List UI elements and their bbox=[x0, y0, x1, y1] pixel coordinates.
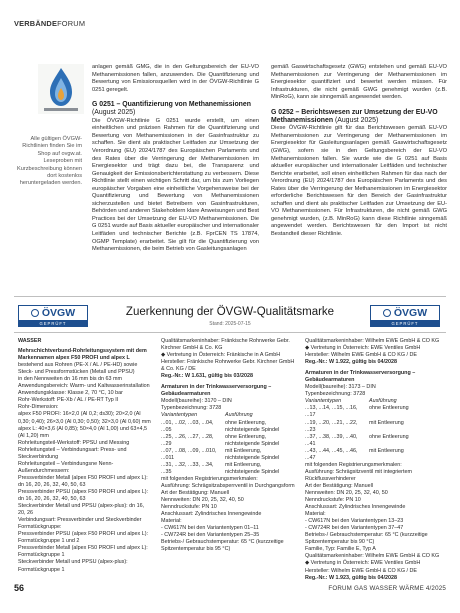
variant-execution: mit Entleerung, nichtsteigende Spindel bbox=[225, 461, 280, 475]
variant-types: ...19, ...20, ...21, ...22, ...23 bbox=[305, 419, 358, 433]
entry-line: Familie, Typ: Familie E, Typ A bbox=[305, 546, 376, 553]
quality-mark-date: Stand: 2025-07-15 bbox=[209, 321, 251, 327]
entry-line: Anwendungsklasse: Klasse 2, 70 °C, 10 bar bbox=[18, 390, 123, 397]
entry-line: Nenndruckstufe: PN 10 bbox=[305, 497, 361, 504]
variant-execution: mit Entleerung, nichtsteigende Spindel bbox=[225, 447, 280, 461]
entry-line: Hersteller: Fränkische Rohrwerke Gebr. Kirchner GmbH & Co. KG / DE bbox=[161, 359, 295, 373]
model-line: Modell(baureihe): 3170 – DIN bbox=[161, 398, 232, 405]
entry-line: alpex F50 PROFI: 16×2,0 (Al 0,2; ds30); 20×2,0 (Al 0,30; 0,40); 26×3,0 (Al 0,30; 0,50); 32×3,0 (Al 0,60) mm bbox=[18, 411, 151, 425]
entry-line: Reg.-Nr.: W 1.631, gültig bis 03/2028 bbox=[161, 373, 253, 380]
entry-line: Anschlussart: Zylindrisches Innengewinde bbox=[305, 504, 406, 511]
entry-line: Betriebs-/ Gebrauchstemperatur: 65 °C (kurzzeitige Spitzentemperatur bis 95 °C) bbox=[161, 539, 284, 553]
variant-row bbox=[305, 420, 443, 434]
entry-line: Rohrleitungsteil-Werkstoff: PPSU und Messing bbox=[18, 439, 130, 446]
entry-line: mit folgenden Registrierungsmerkmalen: bbox=[161, 475, 258, 482]
entry-line: Rohrleitungsteil – Verbindungsart: Press- und Steckverbindung bbox=[18, 446, 127, 460]
variant-row bbox=[161, 448, 296, 462]
page-number: 56 bbox=[14, 583, 25, 593]
entry-line: Rohrleitungsteil – Verbindungsne Nenn-Außendurchmessern: bbox=[18, 460, 114, 474]
article-column-1 bbox=[92, 64, 259, 254]
divider bbox=[14, 296, 446, 297]
heading-g0251: G 0251 – Quantifizierung von Methanemissionen (August 2025) bbox=[92, 101, 251, 117]
divider bbox=[14, 332, 446, 333]
variant-row bbox=[305, 448, 443, 462]
entry-line: Rohr-Dimension: bbox=[18, 404, 59, 411]
variant-execution: ohne Entleerung, nichtsteigende Spindel bbox=[225, 419, 280, 433]
entry-line: in den Nennweiten dn 16 mm bis dn 63 mm bbox=[18, 376, 122, 383]
heading-g0252: G 0252 – Berichtswesen zur Umsetzung der EU-VO Methanemissionen (August 2025) bbox=[271, 108, 438, 125]
entry-line: Pressverbinder PPSU (alpex F50 PROFI und alpex L): Formstückgruppe 1 und 2 bbox=[18, 531, 149, 545]
entry-line: alpex L: 40×3,6 (Al 0,85); 50×4,0 (Al 1,00) und 63×4,5 (Al 1,20) mm bbox=[18, 425, 148, 439]
entry-line: Anschlussart: Zylindrisches Innengewinde bbox=[161, 511, 262, 518]
entry-line: Reg.-Nr.: W 1.922, gültig bis 04/2028 bbox=[305, 359, 397, 366]
entry-line: bestehend aus Rohren (PE-X / AL / PE-HD) sowie Steck- und Pressformstücken (Metall und PPSU) bbox=[18, 362, 138, 376]
type-line: Typenbezeichnung: 3728 bbox=[305, 391, 366, 398]
variant-types: ...07, ...08, ...09, ...010, ...011 bbox=[161, 447, 217, 461]
publication-footer: FORUM GAS WASSER WÄRME 4/2025 bbox=[328, 585, 446, 592]
sidenote: Alle gültigen ÖVGW-Richtlinien finden Sie im Shop auf ovgw.at. Leseproben mit Kurzbeschreibung können dort kostenlos heruntergeladen werden. bbox=[17, 136, 82, 187]
model-line: Modell(baureihe): 3173 – DIN bbox=[305, 384, 376, 391]
quality-col-1 bbox=[18, 338, 153, 574]
entry-line: Art der Bestätigung: Manuell bbox=[305, 482, 374, 489]
ovgw-logo-left: ÖVGW GEPRÜFT bbox=[18, 305, 88, 327]
quality-col-2 bbox=[161, 338, 296, 553]
variant-header: Variantentypen bbox=[161, 412, 198, 419]
variant-row bbox=[161, 420, 296, 434]
variant-execution: mit Entleerung bbox=[369, 419, 404, 426]
body-paragraph: Diese ÖVGW-Richtlinie gilt für das Berichtswesen gemäß EU-VO Methanemissionen zur Verringerung der Methanemissionen im Energiesektor für Gasleitungsanlagen gemäß Gaswirtschaftsgesetz (GWG), sofern sie in den Geltungsbereich der EU-VO Methanemissionen fallen. Sie wurde wie die G 0251 auf Basis aktueller europäischer und internationaler Leitfäden und technischer Berichte erarbeitet, soll einen einheitlichen Rahmen für das nach der Verordnung (EU) 2024/1787 des Europäischen Parlaments und des Rates über die Verringerung der Methanemissionen im Energiesektor erforderliche Berichtswesen für den Bereich der Gasinfrastruktur schaffen und dient als praktischer Leitfaden zur Umsetzung der EU-VO Methanemissionen. Für Infrastrukturen, die nicht gemäß GWG genehmigt wurden, (z.B. MinRoG) kann diese Richtlinie sinngemäß angewendet werden. Berichtswesen für den Import ist nicht Bestandteil dieser Richtlinie. bbox=[271, 125, 447, 237]
entry-line: Anwendungsbereich: Warm- und Kaltwasserinstallation bbox=[18, 383, 150, 390]
entry-line: Pressverbinder Metall (alpex F50 PROFI und alpex L): dn 16, 20, 26, 32, 40, 50, 63 bbox=[18, 474, 148, 488]
variant-execution: mit Entleerung bbox=[369, 447, 404, 454]
entry-line: - CW617N bei den Variantentypen 01–11 bbox=[161, 525, 259, 532]
variant-execution: ohne Entleerung bbox=[369, 405, 409, 412]
quality-col-3 bbox=[305, 338, 443, 582]
variant-row bbox=[305, 405, 443, 419]
execution-header: Ausführung bbox=[225, 412, 253, 419]
entry-line: ◆ Vertretung in Österreich: Fränkische in A GmbH bbox=[161, 352, 281, 359]
entry-line: Reg.-Nr.: W 1.923, gültig bis 04/2028 bbox=[305, 574, 397, 581]
entry-line: Pressverbinder PPSU (alpex F50 PROFI und alpex L): dn 16, 20, 26, 32, 40, 50, 63 bbox=[18, 488, 149, 503]
entry-line: Formstückgruppe: bbox=[18, 524, 62, 531]
variant-row bbox=[161, 434, 296, 448]
variant-types: ...31, ...32, ...33, ...34, ...35 bbox=[161, 461, 214, 475]
entry-line: Steckverbinder Metall und PPSU (alpex-plus): dn 16, 20, 26 bbox=[18, 503, 145, 517]
entry-line: - CW617N bei den Variantentypen 13–23 bbox=[305, 518, 404, 525]
ring-icon bbox=[383, 309, 391, 317]
body-paragraph: Die ÖVGW-Richtlinie G 0251 wurde erstellt, um einen einheitlichen und präzisen Rahmen für die Quantifizierung und Bewertung von Methanemissionen in der Gasinfrastruktur zu schaffen. Sie dient als praktischer Leitfaden zur Umsetzung der Verordnung (EU) 2024/1787 des Europäischen Parlaments und des Rates über die Verringerung der Methanemissionen im Energiesektor und trägt dazu bei, die Transparenz und Genauigkeit der Emissionsberichterstattung zu verbessern. Diese Richtlinie stellt einen wichtigen Schritt dar, um bis zum Vorliegen europäischer Vorgaben eine einheitliche Vorgehensweise bei der Quantifizierung und Bewertung von Methanemissionen sicherzustellen und bietet Betreibern von Gasinfrastrukturen, Behörden und anderen Stakeholdern klare Anweisungen und Best Practices bei der Umsetzung der EU-VO Methanemissionen. Die G 0251 wurde auf Basis aktueller europäischer und internationaler Leitfäden und technischer Berichte (z.B. FprCEN TS 17874, OGMP Template) erarbeitet. Sie gilt für die Quantifizierung von Methanemissionen, die beim Betrieb von Gasleitungsanlagen bbox=[92, 117, 259, 253]
entry-line: ◆ Vertretung in Österreich: EWE Ventiles GmbH bbox=[305, 345, 421, 352]
entry-line: - CW724R bei den Variantentypen 25–35 bbox=[161, 532, 260, 539]
section-label: VERBÄNDEFORUM bbox=[14, 19, 86, 28]
variant-types: ...01, ...02, ...03, ...04, ...05 bbox=[161, 419, 214, 433]
entry-line: Verbindungsart: Pressverbinder und Steckverbinder bbox=[18, 517, 142, 524]
ovgw-logo-right: ÖVGW GEPRÜFT bbox=[370, 305, 440, 327]
entry-line: Material: bbox=[161, 518, 182, 525]
entry-line: Nennweiten: DN 20, 25, 32, 40, 50 bbox=[161, 497, 244, 504]
category-heading: WASSER bbox=[18, 338, 42, 344]
execution-header: Ausführung bbox=[369, 398, 397, 405]
variant-execution: ohne Entleerung bbox=[369, 433, 409, 440]
variant-execution: ohne Entleerung, nichtsteigende Spindel bbox=[225, 433, 280, 447]
entry-line: Material: bbox=[305, 511, 326, 518]
variant-header: Variantentypen bbox=[305, 398, 342, 405]
entry-line: Nenndruckstufe: PN 10 bbox=[161, 504, 217, 511]
entry-line: Ausführung: Schrägsitzabsperrventil in Durchgangsform bbox=[161, 482, 295, 489]
article-column-2 bbox=[271, 64, 447, 239]
entry-line: Ausführung: Schrägsitzventil mit integriertem Rückflussverhinderer bbox=[305, 468, 412, 482]
variant-types: ...13, ...14, ...15, ...16, ...17 bbox=[305, 405, 358, 419]
entry-line: Art der Bestätigung: Manuell bbox=[161, 489, 230, 496]
entry-line: Qualitätsmarkeninhaber: Wilhelm EWE GmbH & CO KG bbox=[305, 553, 440, 560]
entry-line: mit folgenden Registrierungsmerkmalen: bbox=[305, 461, 402, 468]
intro-paragraph: anlagen gemäß GMG, die in den Geltungsbereich der EU-VO Methanemissionen fallen, anzuwenden. Die Quantifizierung und Bewertung von Emissionsquellen wird in der ÖVGW-Richtlinie G 0251 geregelt. bbox=[92, 64, 259, 93]
intro-paragraph: gemäß Gaswirtschaftsgesetz (GWG) entstehen und gemäß EU-VO Methanemissionen zur Verringerung der Methanemissionen im Energiesektor quantifiziert und bewertet werden müssen. Für Infrastrukturen, die nicht gemäß GWG genehmigt wurden (z.B. MinRoG), kann sie sinngemäß angewendet werden. bbox=[271, 64, 447, 101]
quality-mark-title: Zuerkennung der ÖVGW-Qualitätsmarke bbox=[125, 306, 335, 318]
entry-line: Pressverbinder Metall (alpex F50 PROFI und alpex L): Formstückgruppe 1 bbox=[18, 545, 148, 559]
entry-line: Rohr-Werkstoff: PE-Xb / AL / PE-RT Typ II bbox=[18, 397, 119, 404]
armaturen-heading: Armaturen in der Trinkwasserversorgung – Gebäudearmaturen bbox=[305, 370, 416, 384]
ring-icon bbox=[31, 309, 39, 317]
variant-row bbox=[161, 462, 296, 476]
entry-line: Steckverbinder Metall und PPSU (alpex-plus): Formstückgruppe 1 bbox=[18, 559, 128, 573]
entry-line: Qualitätsmarkeninhaber: Fränkische Rohrwerke Gebr. Kirchner GmbH & Co. KG bbox=[161, 338, 290, 352]
type-line: Typenbezeichnung: 3728 bbox=[161, 405, 222, 412]
entry-line: Betriebs-/ Gebrauchstemperatur: 65 °C (kurzzeitige Spitzentemperatur bis 90 °C) bbox=[305, 532, 428, 546]
entry-line: Nennweiten: DN 20, 25, 32, 40, 50 bbox=[305, 489, 388, 496]
gas-flame-icon bbox=[38, 64, 84, 114]
entry-line: Hersteller: Wilhelm EWE GmbH & CO KG / DE bbox=[305, 352, 418, 359]
entry-line: Mehrschichtverbund-Rohrleitungssystem mit dem Markennamen alpex F50 PROFI und alpex L bbox=[18, 348, 147, 362]
entry-line: ◆ Vertretung in Österreich: EWE Ventiles GmbH bbox=[305, 560, 421, 567]
variant-types: ...25, ...26, ...27, ...28, ...29 bbox=[161, 433, 214, 447]
variant-row bbox=[305, 434, 443, 448]
entry-line: Hersteller: Wilhelm EWE GmbH & CO KG / DE bbox=[305, 567, 418, 574]
armaturen-heading: Armaturen in der Trinkwasserversorgung – Gebäudearmaturen bbox=[161, 384, 272, 398]
variant-types: ...37, ...38, ...39, ...40, ...41 bbox=[305, 433, 358, 447]
entry-line: - CW724R bei den Variantentypen 37–47 bbox=[305, 525, 404, 532]
entry-line: Qualitätsmarkeninhaber: Wilhelm EWE GmbH & CO KG bbox=[305, 338, 440, 344]
variant-types: ...43, ...44, ...45, ...46, ...47 bbox=[305, 447, 358, 461]
